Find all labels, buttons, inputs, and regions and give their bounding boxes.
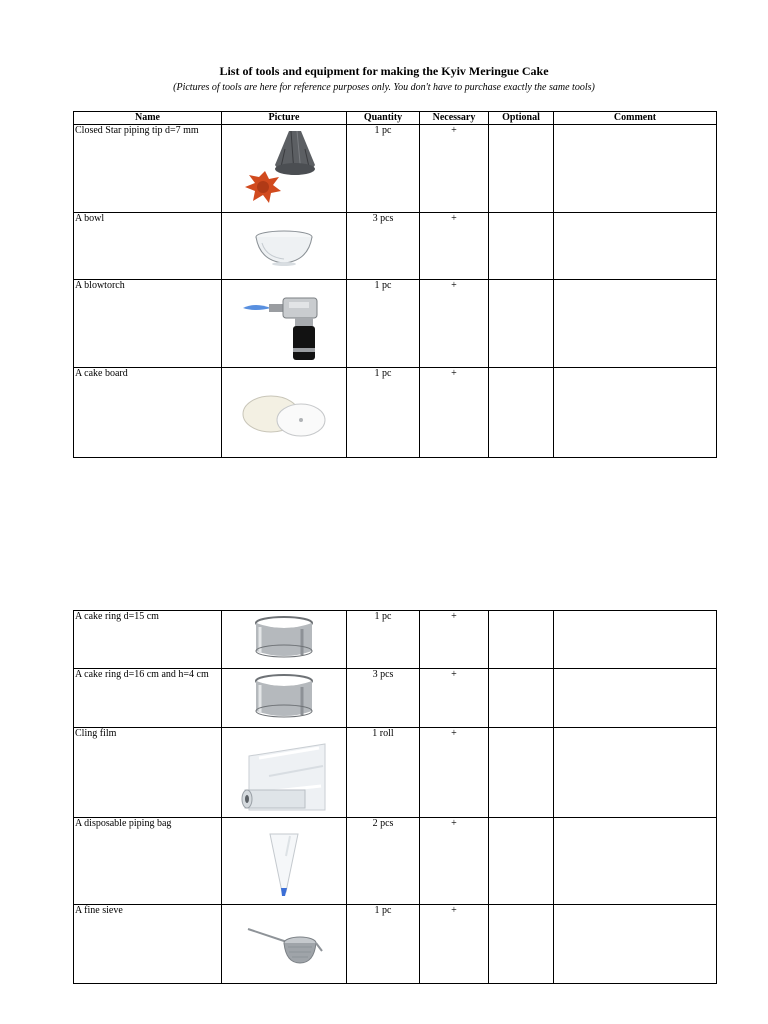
- cell-name: A cake ring d=15 cm: [74, 611, 222, 669]
- cell-optional: [489, 213, 554, 280]
- cell-quantity: 3 pcs: [347, 669, 420, 728]
- cell-quantity: 2 pcs: [347, 818, 420, 905]
- column-header-quantity: Quantity: [347, 112, 420, 125]
- cell-picture: [222, 728, 347, 818]
- cell-optional: [489, 905, 554, 984]
- cell-picture: [222, 669, 347, 728]
- column-header-comment: Comment: [554, 112, 717, 125]
- cake-ring-image: [252, 673, 316, 721]
- table-row: [74, 818, 717, 905]
- cell-necessary: +: [420, 213, 489, 280]
- cell-necessary: +: [420, 611, 489, 669]
- piping-bag-image: [264, 832, 304, 898]
- cell-necessary: +: [420, 728, 489, 818]
- table-row: [74, 280, 717, 368]
- cell-comment: [554, 818, 717, 905]
- cell-necessary: +: [420, 368, 489, 458]
- table-row: [74, 368, 717, 458]
- column-header-necessary: Necessary: [420, 112, 489, 125]
- cell-comment: [554, 611, 717, 669]
- cell-picture: [222, 818, 347, 905]
- cell-name: Cling film: [74, 728, 222, 818]
- cell-quantity: 3 pcs: [347, 213, 420, 280]
- sieve-image: [244, 921, 324, 971]
- cell-quantity: 1 pc: [347, 905, 420, 984]
- cell-picture: [222, 368, 347, 458]
- cell-name: A fine sieve: [74, 905, 222, 984]
- table-header-row: [74, 112, 717, 125]
- tools-table-continued: [73, 610, 717, 984]
- cell-necessary: +: [420, 818, 489, 905]
- column-header-picture: Picture: [222, 112, 347, 125]
- piping-tip-image: [239, 129, 329, 209]
- cell-optional: [489, 368, 554, 458]
- cling-film-image: [239, 736, 329, 814]
- table-row: [74, 611, 717, 669]
- cell-picture: [222, 280, 347, 368]
- cell-necessary: +: [420, 125, 489, 213]
- cell-optional: [489, 669, 554, 728]
- cake-board-image: [241, 390, 327, 440]
- cell-optional: [489, 818, 554, 905]
- cell-name: A disposable piping bag: [74, 818, 222, 905]
- cell-comment: [554, 728, 717, 818]
- cell-picture: [222, 125, 347, 213]
- cell-name: A bowl: [74, 213, 222, 280]
- cell-comment: [554, 280, 717, 368]
- cell-optional: [489, 611, 554, 669]
- cell-comment: [554, 905, 717, 984]
- tools-table: [73, 111, 717, 458]
- blowtorch-image: [241, 294, 327, 364]
- cell-name: Closed Star piping tip d=7 mm: [74, 125, 222, 213]
- cell-comment: [554, 669, 717, 728]
- cell-necessary: +: [420, 669, 489, 728]
- cake-ring-image: [252, 615, 316, 661]
- table-row: [74, 213, 717, 280]
- cell-quantity: 1 pc: [347, 611, 420, 669]
- cell-optional: [489, 280, 554, 368]
- page-title: List of tools and equipment for making the Kyiv Meringue Cake: [219, 64, 549, 78]
- cell-optional: [489, 728, 554, 818]
- cell-comment: [554, 368, 717, 458]
- table-row: [74, 125, 717, 213]
- cell-picture: [222, 611, 347, 669]
- cell-name: A cake ring d=16 cm and h=4 cm: [74, 669, 222, 728]
- cell-name: A blowtorch: [74, 280, 222, 368]
- cell-quantity: 1 pc: [347, 125, 420, 213]
- cell-quantity: 1 roll: [347, 728, 420, 818]
- cell-comment: [554, 213, 717, 280]
- cell-quantity: 1 pc: [347, 280, 420, 368]
- page-subtitle: (Pictures of tools are here for reference purposes only. You don't have to purchase exactly the same tools): [173, 82, 595, 93]
- cell-picture: [222, 905, 347, 984]
- cell-name: A cake board: [74, 368, 222, 458]
- cell-necessary: +: [420, 280, 489, 368]
- cell-picture: [222, 213, 347, 280]
- table-row: [74, 669, 717, 728]
- column-header-optional: Optional: [489, 112, 554, 125]
- cell-necessary: +: [420, 905, 489, 984]
- cell-quantity: 1 pc: [347, 368, 420, 458]
- cell-optional: [489, 125, 554, 213]
- table-row: [74, 905, 717, 984]
- table-row: [74, 728, 717, 818]
- bowl-image: [252, 229, 316, 269]
- column-header-name: Name: [74, 112, 222, 125]
- cell-comment: [554, 125, 717, 213]
